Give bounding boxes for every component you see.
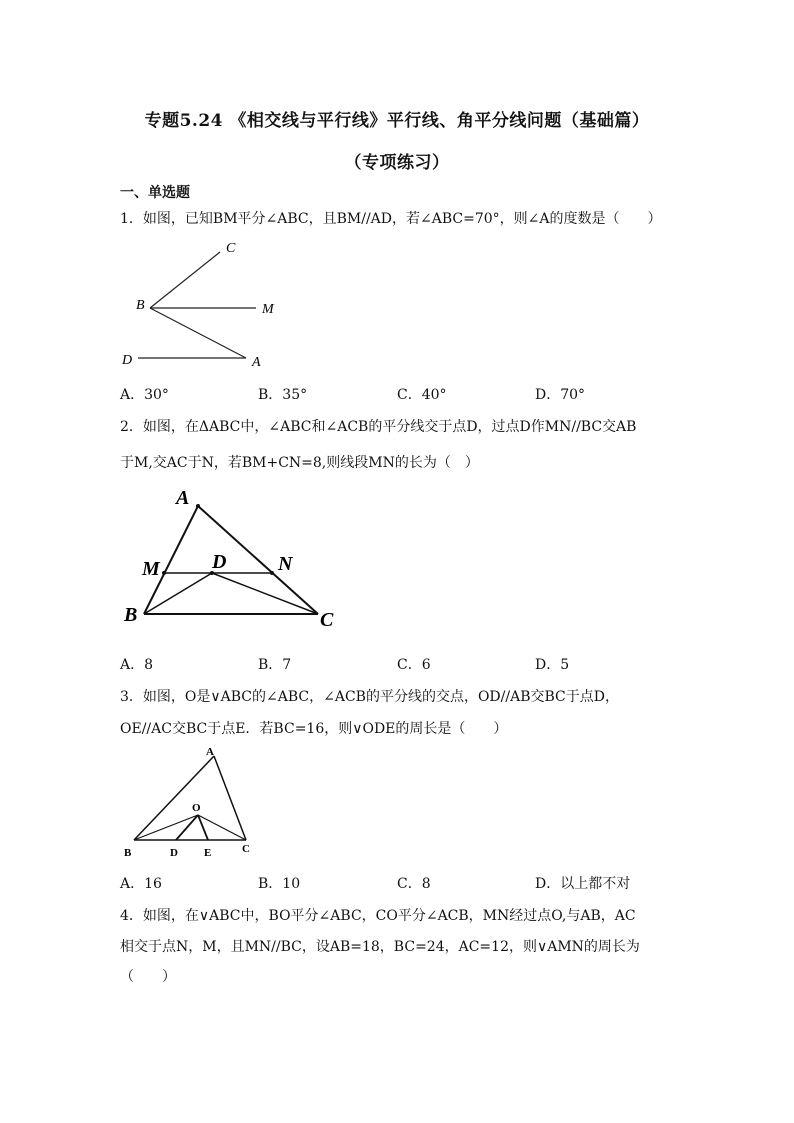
question-3-stem-line1: 3．如图，O是∨ABC的∠ABC，∠ACB的平分线的交点，OD//AB交BC于点D，	[120, 689, 619, 705]
q3-option-a: A．16	[120, 876, 162, 892]
q3-option-c: C．8	[397, 876, 431, 892]
segment-dc	[212, 573, 318, 614]
q2-option-a: A．8	[120, 657, 154, 673]
point-a	[196, 504, 200, 508]
question-3-figure	[116, 744, 266, 862]
q3-option-b: B．10	[258, 876, 301, 892]
ray-bc	[150, 252, 220, 308]
label-d: D	[122, 353, 133, 368]
q1-option-b: B．35°	[258, 387, 308, 403]
label-a: A	[176, 487, 190, 509]
question-4-stem-line3: （ ）	[120, 969, 176, 985]
page-subtitle: （专项练习）	[344, 153, 450, 173]
label-m: M	[142, 558, 160, 580]
label-c: C	[242, 843, 250, 855]
q3-option-d: D．以上都不对	[535, 876, 631, 892]
point-n	[270, 571, 274, 575]
q1-option-d: D．70°	[535, 387, 586, 403]
label-a: A	[206, 746, 214, 758]
section-heading: 一、单选题	[120, 185, 190, 201]
segment-oe	[198, 815, 208, 840]
segment-bo	[134, 815, 198, 840]
label-a: A	[252, 355, 261, 370]
label-n: N	[278, 553, 293, 575]
point-m	[162, 571, 166, 575]
label-d: D	[170, 847, 178, 859]
question-2-figure	[118, 482, 348, 632]
page-title: 专题5.24 《相交线与平行线》平行线、角平分线问题（基础篇）	[144, 111, 650, 131]
q2-option-d: D．5	[535, 657, 570, 673]
q1-option-a: A．30°	[120, 387, 169, 403]
segment-oc	[198, 815, 246, 840]
label-o: O	[192, 802, 201, 814]
question-1-figure	[118, 236, 288, 372]
q2-option-c: C．6	[397, 657, 431, 673]
label-d: D	[212, 551, 227, 573]
question-2-stem-line1: 2．如图，在ΔABC中，∠ABC和∠ACB的平分线交于点D，过点D作MN//BC交AB	[120, 419, 637, 435]
segment-ac	[214, 756, 246, 840]
question-4-stem-line2: 相交于点N，M，且MN//BC，设AB=18，BC=24，AC=12，则∨AMN的周长为	[120, 939, 640, 955]
question-4-stem-line1: 4．如图，在∨ABC中，BO平分∠ABC，CO平分∠ACB，MN经过点O,与AB，AC	[120, 908, 636, 924]
q1-option-c: C．40°	[397, 387, 447, 403]
q2-option-b: B．7	[258, 657, 292, 673]
question-2-stem-line2: 于M,交AC于N，若BM+CN=8,则线段MN的长为（ ）	[120, 455, 479, 471]
question-1-stem: 1．如图，已知BM平分∠ABC，且BM//AD，若∠ABC=70°，则∠A的度数是（ ）	[120, 211, 662, 227]
label-c: C	[320, 609, 334, 631]
label-e: E	[204, 847, 212, 859]
segment-ba	[150, 308, 246, 358]
label-b: B	[124, 847, 132, 859]
question-3-stem-line2: OE//AC交BC于点E．若BC=16，则∨ODE的周长是（ ）	[120, 721, 508, 737]
label-m: M	[262, 302, 274, 317]
label-b: B	[124, 604, 138, 626]
label-b: B	[136, 298, 145, 313]
label-c: C	[226, 241, 236, 256]
